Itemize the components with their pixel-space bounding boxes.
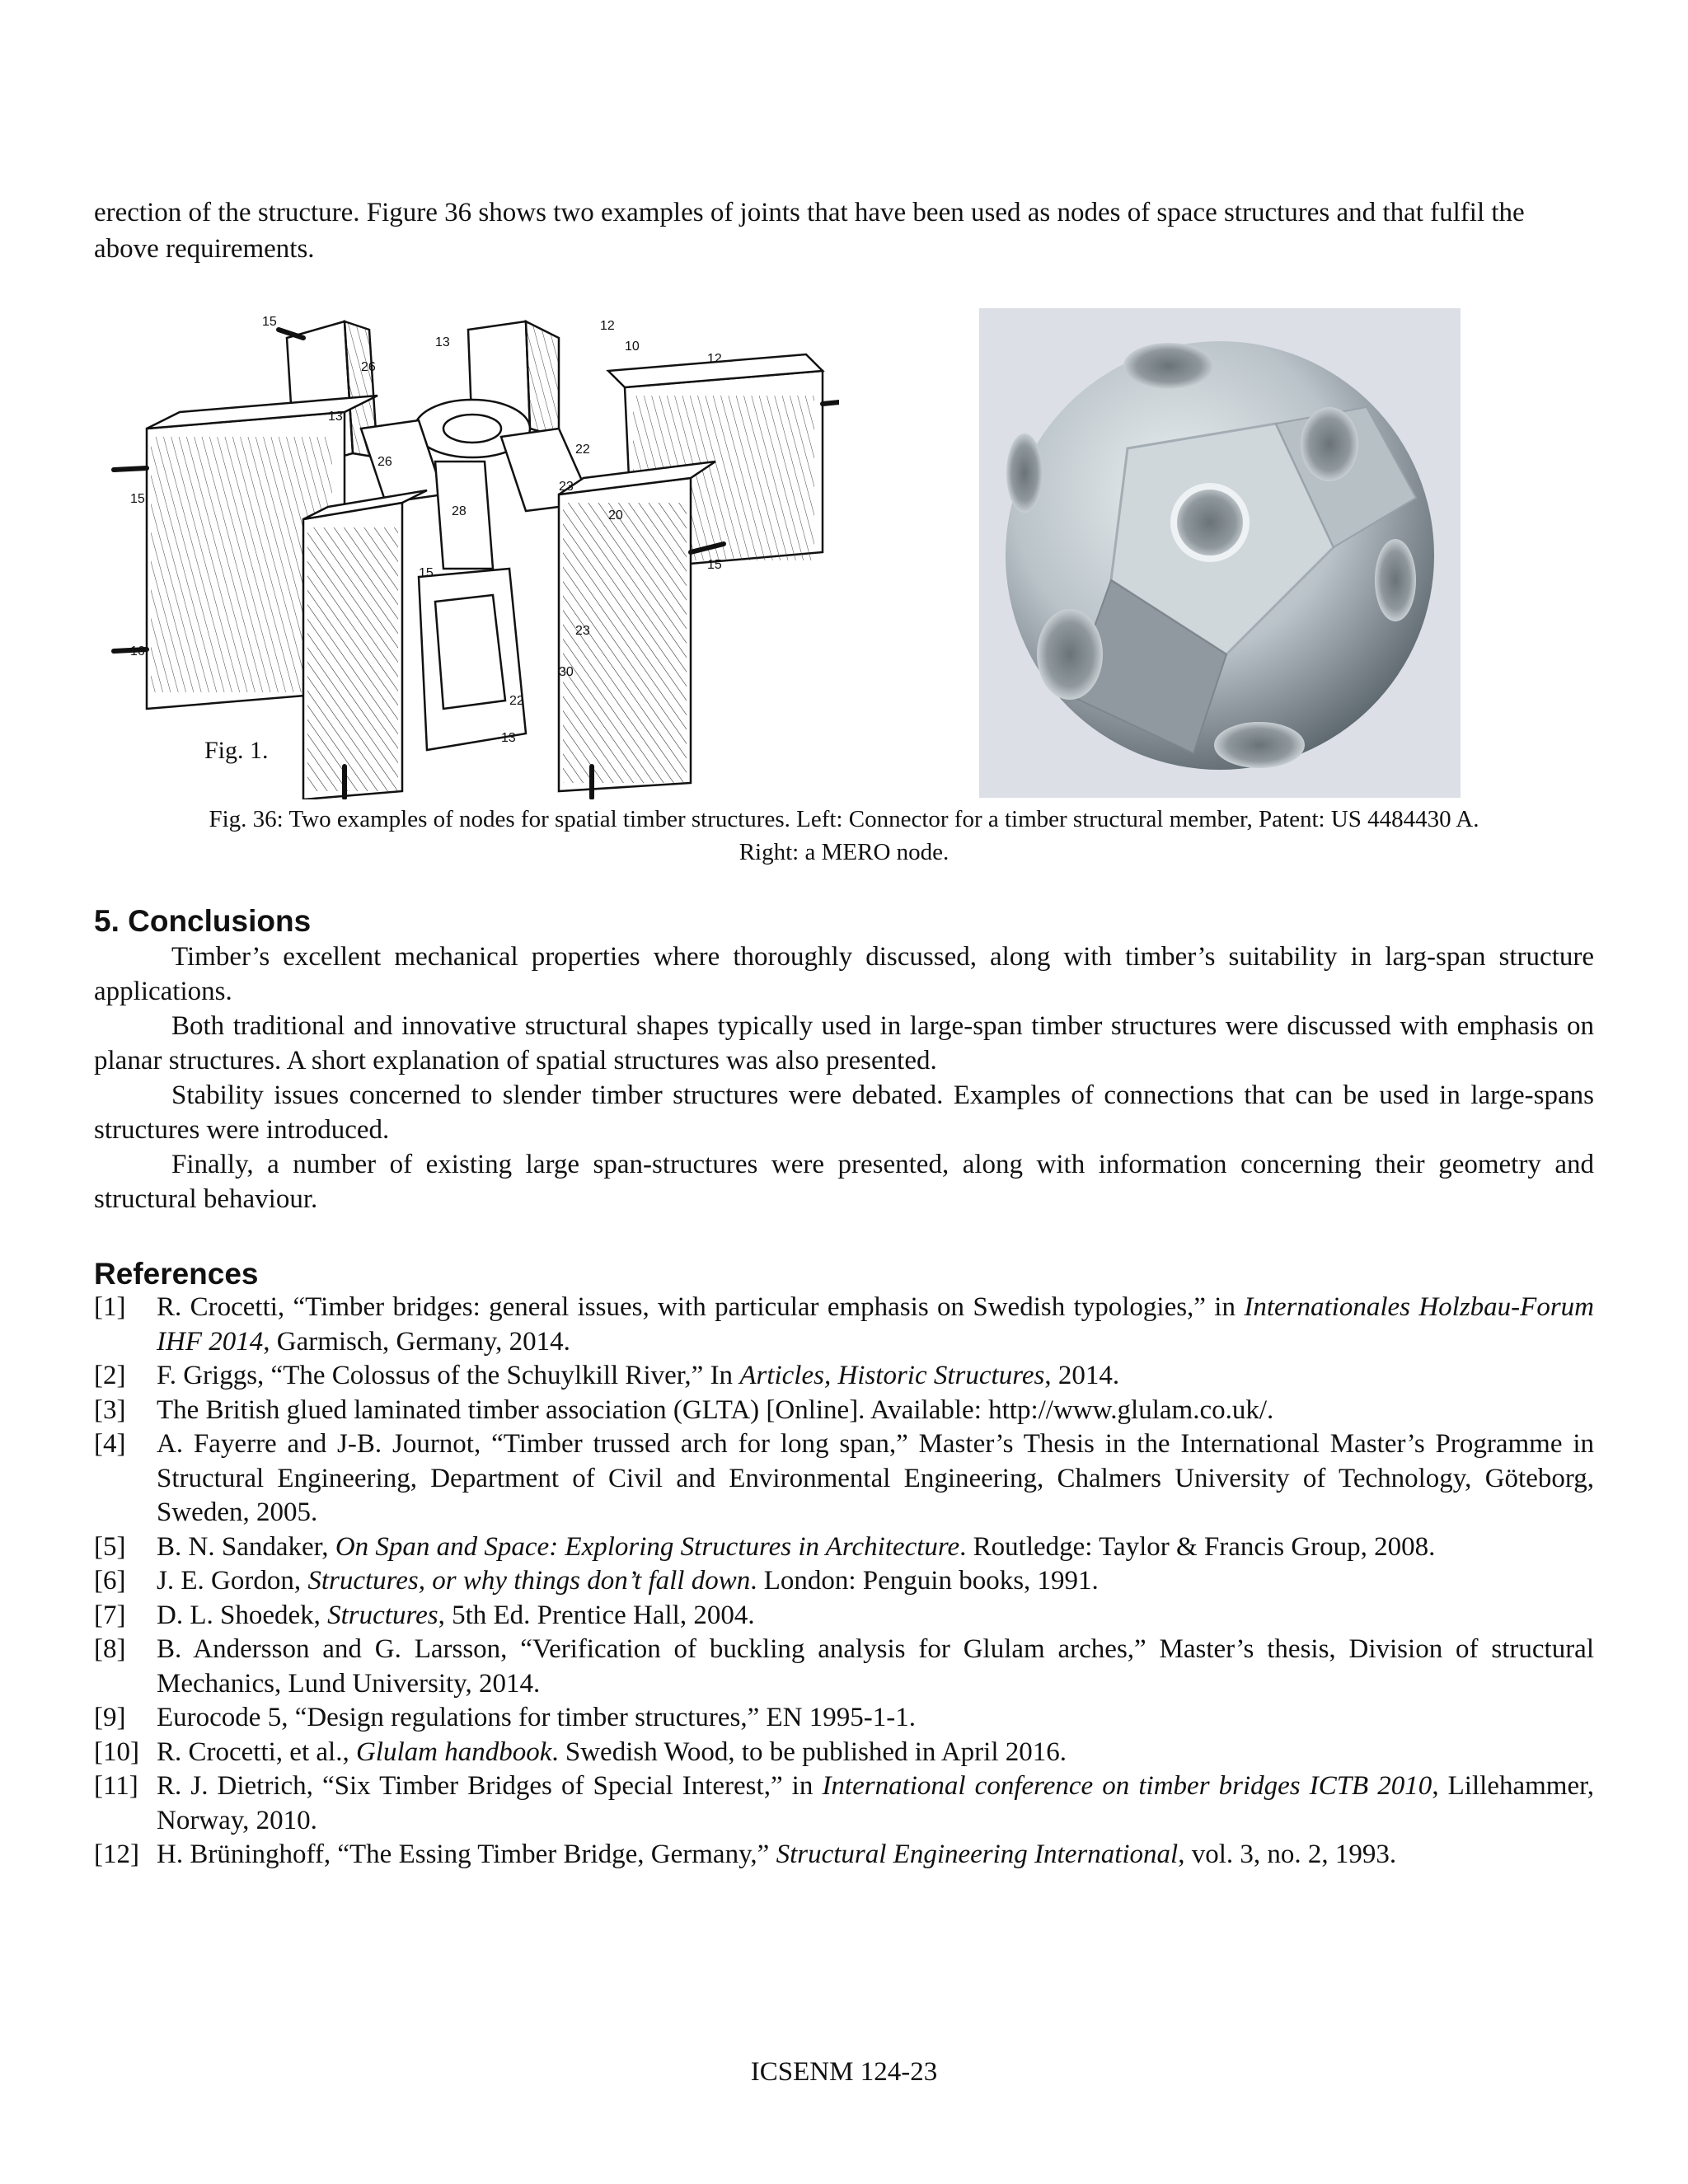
conclusions-paragraph: Stability issues concerned to slender timber structures were debated. Examples of connections that can be used in large-spans structures were introduced.: [94, 1080, 1594, 1145]
ref-number: [7]: [94, 1600, 126, 1630]
ref-number: [5]: [94, 1531, 126, 1562]
callout-15d: 15: [419, 566, 434, 580]
callout-10: 10: [625, 340, 640, 354]
ref-number: [11]: [94, 1771, 138, 1801]
reference-item: [94, 1701, 1594, 1736]
ref-text-end: , 2014.: [1044, 1361, 1120, 1390]
ref-number: [4]: [94, 1429, 126, 1459]
ref-text: A. Fayerre and J-B. Journot, “Timber trussed arch for long span,” Master’s Thesis in the International Master’s Programme in Structural Engineering, Department of Civil and Environmental Engineering, Chalmers University of Technology, Göteborg, Sweden, 2005.: [157, 1429, 1594, 1527]
callout-22: 22: [575, 443, 590, 457]
ref-text: F. Griggs, “The Colossus of the Schuylkill River,” In: [157, 1361, 740, 1390]
ref-title: Internationales Holzbau-Forum IHF 2014: [157, 1292, 1595, 1357]
ref-text-end: . Routledge: Taylor & Francis Group, 2008.: [959, 1531, 1436, 1562]
ref-text: B. Andersson and G. Larsson, “Verification of buckling analysis for Glulam arches,” Master’s thesis, Division of structural Mechanics, Lund University, 2014.: [157, 1634, 1594, 1699]
conclusions-heading: 5. Conclusions: [94, 904, 312, 938]
callout-23: 23: [559, 480, 574, 494]
reference-item: [94, 1564, 1594, 1599]
reference-item: [94, 1427, 1594, 1530]
ref-title: Structures, or why things don’t fall down: [307, 1566, 751, 1596]
ref-text-end: , Garmisch, Germany, 2014.: [263, 1326, 570, 1357]
caption-line-2: Right: a MERO node.: [738, 839, 950, 865]
ref-title: Articles, Historic Structures: [739, 1361, 1045, 1390]
ref-number: [12]: [94, 1840, 139, 1869]
ref-number: [8]: [94, 1634, 126, 1664]
callout-12b: 12: [707, 352, 722, 366]
mero-node-render: [979, 308, 1461, 798]
callout-20: 20: [608, 509, 623, 523]
ref-title: On Span and Space: Exploring Structures in Architecture: [335, 1531, 960, 1562]
patent-connector-drawing: [97, 305, 839, 799]
callout-15b: 15: [130, 492, 145, 506]
reference-item: [94, 1599, 1594, 1633]
ref-text: H. Brüninghoff, “The Essing Timber Bridge, Germany,”: [157, 1840, 776, 1869]
references-heading: References: [94, 1257, 259, 1291]
ref-text-end: . London: Penguin books, 1991.: [750, 1566, 1099, 1596]
callout-16: 16: [130, 644, 145, 658]
ref-text-end: , Lillehammer, Norway, 2010.: [157, 1771, 1595, 1835]
callout-26b: 26: [377, 455, 392, 469]
callout-15: 15: [262, 315, 277, 329]
ref-number: [6]: [94, 1566, 126, 1596]
reference-item: [94, 1736, 1594, 1770]
conclusions-paragraph: Finally, a number of existing large span-structures were presented, along with information concerning their geometry and structural behaviour.: [94, 1150, 1594, 1214]
callout-15c: 15: [707, 558, 722, 572]
ref-text: R. Crocetti, et al.,: [157, 1736, 356, 1767]
ref-text-end: , vol. 3, no. 2, 1993.: [1178, 1840, 1397, 1869]
callout-28: 28: [452, 504, 467, 518]
reference-item: [94, 1633, 1594, 1701]
intro-paragraph: erection of the structure. Figure 36 shows two examples of joints that have been used as nodes of space structures and that fulfil the above requirements.: [94, 198, 1525, 264]
caption-line-1: Fig. 36: Two examples of nodes for spatial timber structures. Left: Connector for a timber structural member, Patent: US 4484430 A.: [209, 806, 1479, 832]
ref-title: Structural Engineering International: [776, 1840, 1179, 1869]
ref-text-end: , 5th Ed. Prentice Hall, 2004.: [438, 1600, 755, 1630]
ref-text: The British glued laminated timber association (GLTA) [Online]. Available: http://www.glulam.co.uk/.: [157, 1394, 1274, 1425]
ref-title: Structures: [327, 1600, 438, 1630]
references-list: [94, 1291, 1594, 1872]
ref-number: [10]: [94, 1736, 139, 1767]
callout-13: 13: [435, 335, 450, 349]
callout-26: 26: [361, 360, 376, 374]
figure-caption: [94, 803, 1594, 869]
reference-item: [94, 1359, 1594, 1394]
ref-number: [2]: [94, 1361, 126, 1390]
ref-text: B. N. Sandaker,: [157, 1531, 335, 1562]
fig-1-label: Fig. 1.: [204, 737, 269, 764]
ref-text: J. E. Gordon,: [157, 1566, 308, 1596]
ref-text: D. L. Shoedek,: [157, 1600, 328, 1630]
conclusions-paragraph: Both traditional and innovative structural shapes typically used in large-span timber structures were discussed with emphasis on planar structures. A short explanation of spatial structures was also presented.: [94, 1011, 1594, 1076]
reference-item: [94, 1530, 1594, 1565]
callout-13c: 13: [501, 731, 516, 745]
ref-number: [3]: [94, 1394, 126, 1425]
ref-number: [1]: [94, 1292, 126, 1322]
page-footer: ICSENM 124-23: [750, 2057, 938, 2087]
reference-item: [94, 1291, 1594, 1359]
ref-text: R. J. Dietrich, “Six Timber Bridges of Special Interest,” in: [157, 1771, 823, 1801]
callout-30: 30: [559, 665, 574, 679]
ref-text: Eurocode 5, “Design regulations for timber structures,” EN 1995-1-1.: [157, 1703, 916, 1732]
ref-number: [9]: [94, 1703, 126, 1732]
callout-13b: 13: [328, 410, 343, 424]
reference-item: [94, 1769, 1594, 1838]
ref-text-end: . Swedish Wood, to be published in April 2016.: [551, 1736, 1067, 1767]
callout-22b: 22: [509, 694, 524, 708]
ref-text: R. Crocetti, “Timber bridges: general issues, with particular emphasis on Swedish typologies,” in: [157, 1292, 1245, 1322]
callout-12: 12: [600, 319, 615, 333]
reference-item: [94, 1394, 1594, 1428]
ref-title: International conference on timber bridges ICTB 2010: [822, 1771, 1432, 1801]
conclusions-body: [94, 940, 1594, 1216]
reference-item: [94, 1838, 1594, 1872]
conclusions-paragraph: Timber’s excellent mechanical properties where thoroughly discussed, along with timber’s suitability in larg-span structure applications.: [94, 942, 1594, 1006]
ref-title: Glulam handbook: [355, 1736, 552, 1767]
callout-23b: 23: [575, 624, 590, 638]
